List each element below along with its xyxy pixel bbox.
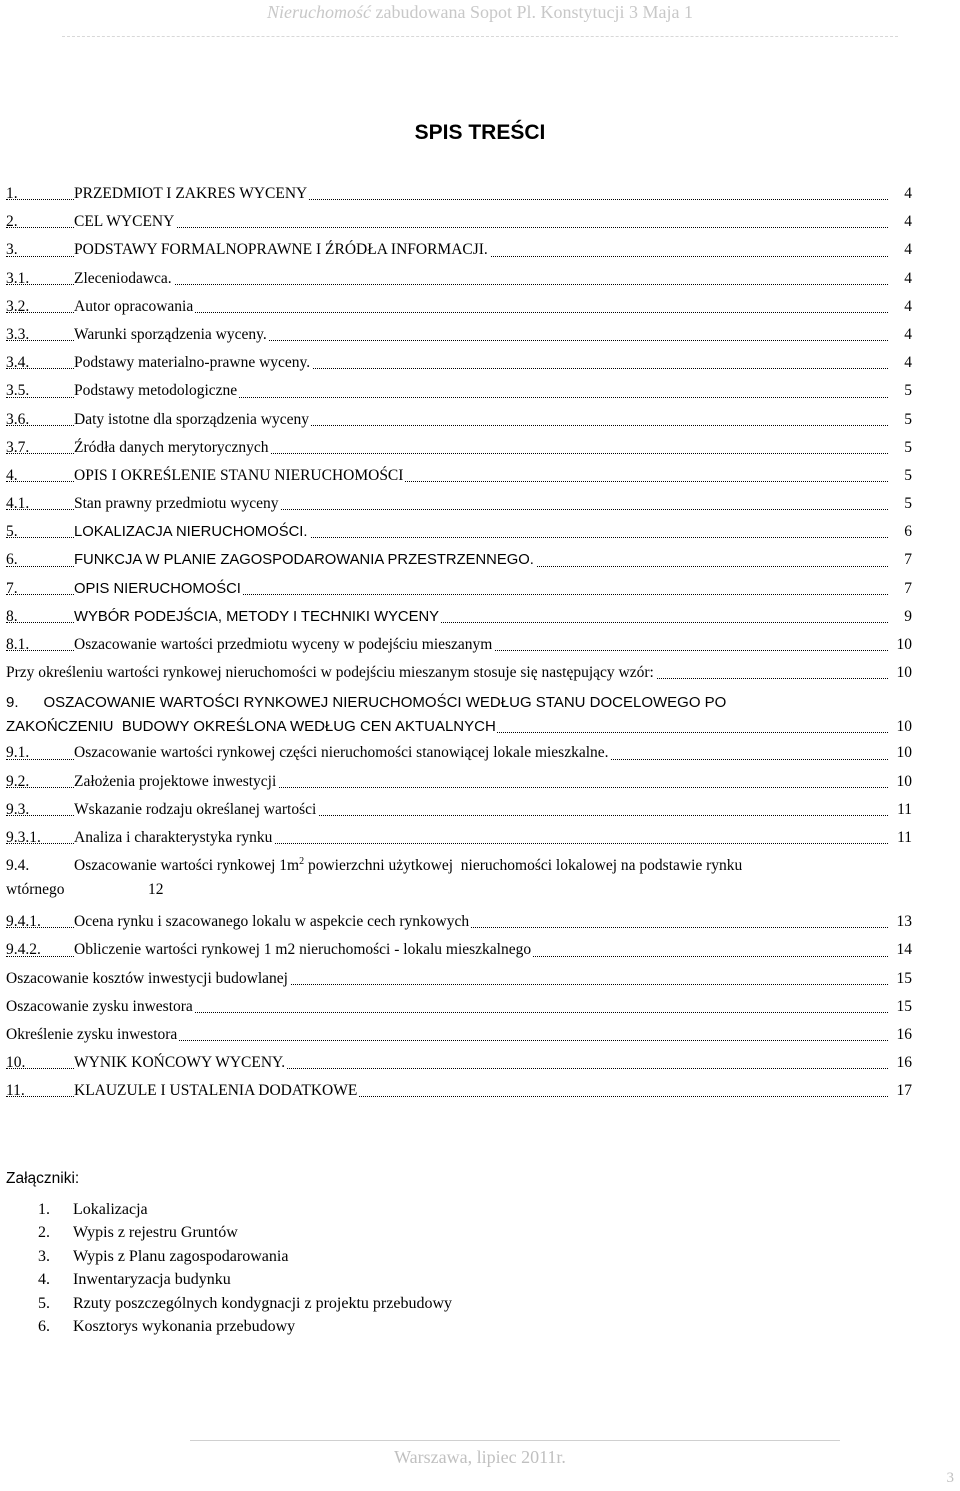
footer-city-date: Warszawa, lipiec 2011r. xyxy=(394,1447,566,1467)
toc-entry[interactable] xyxy=(6,546,912,574)
toc-entry-title: Wskazanie rodzaju określanej wartości xyxy=(74,796,318,824)
attachment-item xyxy=(38,1245,452,1268)
toc-entry-title: Określenie zysku inwestora xyxy=(6,1021,179,1049)
toc-entry[interactable] xyxy=(6,208,912,236)
toc-entry[interactable] xyxy=(6,852,912,908)
toc-entry-page: 5 xyxy=(903,406,912,434)
toc-entry[interactable] xyxy=(6,1021,912,1049)
toc-entry-title: Źródła danych merytorycznych xyxy=(74,434,271,462)
toc-entry-title: LOKALIZACJA NIERUCHOMOŚCI. xyxy=(74,518,310,546)
toc-entry-page: 15 xyxy=(896,993,913,1021)
attachment-item xyxy=(38,1221,452,1244)
toc-entry[interactable] xyxy=(6,462,912,490)
attachment-label: Wypis z Planu zagospodarowania xyxy=(73,1247,289,1265)
toc-entry-number: 9.4.2. xyxy=(6,941,41,959)
superscript: 2 xyxy=(299,856,305,868)
toc-entry-title: Analiza i charakterystyka rynku xyxy=(74,824,274,852)
toc-entry-number: 8.1. xyxy=(6,636,30,653)
toc-entry-title-part: Oszacowanie wartości rynkowej 1m xyxy=(74,857,300,875)
attachment-item xyxy=(38,1268,452,1291)
toc-entry[interactable] xyxy=(6,687,912,739)
toc-entry-title: PODSTAWY FORMALNOPRAWNE I ŹRÓDŁA INFORMACJI. xyxy=(74,236,490,264)
toc-entry[interactable] xyxy=(6,236,912,264)
toc-entry-number: 3.3. xyxy=(6,325,30,343)
toc-entry-number: 3.1. xyxy=(6,269,30,287)
attachment-number: 6. xyxy=(38,1318,50,1336)
toc-entry-title: Oszacowanie wartości przedmiotu wyceny w podejściu mieszanym xyxy=(74,631,494,659)
attachment-label: Kosztorys wykonania przebudowy xyxy=(73,1318,296,1336)
toc-entry-page: 16 xyxy=(896,1021,913,1049)
toc-entry-title: OPIS NIERUCHOMOŚCI xyxy=(74,575,243,603)
attachment-number: 5. xyxy=(38,1294,50,1312)
attachment-item xyxy=(38,1315,452,1338)
toc-entry[interactable] xyxy=(6,965,912,993)
attachment-label: Lokalizacja xyxy=(73,1201,148,1218)
toc-entry-title: Podstawy materialno-prawne wyceny. xyxy=(74,349,312,377)
toc-entry-number: 9.4. xyxy=(6,857,30,875)
toc-entry-page: 5 xyxy=(903,490,912,518)
toc-entry[interactable] xyxy=(6,406,912,434)
toc-entry[interactable] xyxy=(6,603,912,631)
toc-entry-number: 8. xyxy=(6,607,18,625)
toc-entry-page: 13 xyxy=(896,908,913,936)
toc-entry-number: 4.1. xyxy=(6,495,30,513)
toc-entry-title xyxy=(74,852,742,880)
attachment-item xyxy=(38,1292,452,1315)
toc-entry-page: 4 xyxy=(903,180,912,208)
attachment-number: 2. xyxy=(38,1224,50,1242)
toc-entry-title: Przy określeniu wartości rynkowej nieruchomości w podejściu mieszanym stosuje się następujący wzór: xyxy=(6,659,656,687)
toc-entry[interactable] xyxy=(6,631,912,659)
toc-entry-number: 1. xyxy=(6,185,18,202)
toc-entry[interactable] xyxy=(6,321,912,349)
toc-entry[interactable] xyxy=(6,575,912,603)
attachments-title: Załączniki: xyxy=(6,1170,80,1187)
footer-divider xyxy=(190,1440,840,1441)
toc-entry-page: 14 xyxy=(896,936,913,964)
toc-entry-page: 9 xyxy=(903,603,912,631)
attachment-number: 3. xyxy=(38,1247,50,1265)
running-header xyxy=(0,0,960,24)
toc-entry-page: 5 xyxy=(903,434,912,462)
toc-entry-number: 6. xyxy=(6,551,18,569)
toc-entry-title: WYNIK KOŃCOWY WYCENY. xyxy=(74,1049,287,1077)
toc-entry-page: 10 xyxy=(896,739,913,767)
toc-entry-page: 7 xyxy=(903,546,912,574)
toc-entry-number: 2. xyxy=(6,213,18,231)
toc-entry-title: FUNKCJA W PLANIE ZAGOSPODAROWANIA PRZESTRZENNEGO. xyxy=(74,546,536,574)
toc-entry-title: Oszacowanie wartości rynkowej części nieruchomości stanowiącej lokale mieszkalne. xyxy=(74,739,611,767)
toc-entry[interactable] xyxy=(6,293,912,321)
toc-entry-title: Założenia projektowe inwestycji xyxy=(74,768,278,796)
attachment-number: 1. xyxy=(38,1201,50,1218)
toc-entry-title: Zleceniodawca. xyxy=(74,265,174,293)
toc-entry[interactable] xyxy=(6,490,912,518)
toc-entry[interactable] xyxy=(6,434,912,462)
toc-entry-number: 9.1. xyxy=(6,744,30,762)
toc-entry-page: 4 xyxy=(903,236,912,264)
toc-entry[interactable] xyxy=(6,265,912,293)
toc-entry-page: 4 xyxy=(903,208,912,236)
page-title: SPIS TREŚCI xyxy=(414,121,546,144)
toc-entry[interactable] xyxy=(6,993,912,1021)
toc-entry-page: 4 xyxy=(903,349,912,377)
toc-entry[interactable] xyxy=(6,659,912,687)
toc-entry-page: 17 xyxy=(896,1077,913,1105)
toc-entry-title: Oszacowanie zysku inwestora xyxy=(6,993,195,1021)
toc-entry[interactable] xyxy=(6,908,912,936)
header-divider xyxy=(62,36,898,37)
toc-entry[interactable] xyxy=(6,739,912,767)
attachment-item xyxy=(38,1198,452,1221)
toc-entry-page: 10 xyxy=(896,631,913,659)
toc-entry-title: KLAUZULE I USTALENIA DODATKOWE xyxy=(74,1077,359,1105)
toc-entry-title: Stan prawny przedmiotu wyceny xyxy=(74,490,280,518)
toc-entry[interactable] xyxy=(6,1049,912,1077)
attachment-label: Inwentaryzacja budynku xyxy=(73,1271,231,1289)
toc-entry-number: 3. xyxy=(6,241,18,259)
toc-entry-title: 9. OSZACOWANIE WARTOŚCI RYNKOWEJ NIERUCHOMOŚCI WEDŁUG STANU DOCELOWEGO PO xyxy=(6,694,727,712)
toc-entry-number: 4. xyxy=(6,466,18,484)
toc-entry[interactable] xyxy=(6,518,912,546)
toc-entry-page: 5 xyxy=(903,462,912,490)
toc-entry-number: 3.4. xyxy=(6,354,30,372)
toc-entry-page: 4 xyxy=(903,321,912,349)
toc-entry-page: 16 xyxy=(896,1049,913,1077)
toc-entry-page: 4 xyxy=(903,265,912,293)
toc-entry-number: 3.6. xyxy=(6,410,30,428)
toc-entry-number: 5. xyxy=(6,523,18,541)
toc-entry-page: 7 xyxy=(903,575,912,603)
toc-entry[interactable] xyxy=(6,824,912,852)
toc-entry-title: OPIS I OKREŚLENIE STANU NIERUCHOMOŚCI xyxy=(74,462,405,490)
toc-entry-number: 9.4.1. xyxy=(6,913,41,931)
footer-page-number: 3 xyxy=(946,1470,954,1486)
toc-entry-page: 10 xyxy=(896,715,913,739)
toc-entry-number: 9.3.1. xyxy=(6,828,41,846)
toc-entry-title: WYBÓR PODEJŚCIA, METODY I TECHNIKI WYCENY xyxy=(74,603,441,631)
toc-entry-title: Daty istotne dla sporządzenia wyceny xyxy=(74,406,311,434)
toc-entry-number: 9.2. xyxy=(6,772,30,790)
toc-entry-number: 7. xyxy=(6,579,18,597)
table-of-contents xyxy=(6,180,912,1105)
toc-entry-title-part: powierzchni użytkowej nieruchomości lokalowej na podstawie rynku xyxy=(304,857,743,875)
toc-entry[interactable] xyxy=(6,936,912,964)
toc-entry-number: 3.7. xyxy=(6,438,30,456)
toc-entry-page: 15 xyxy=(896,965,913,993)
toc-entry-title: CEL WYCENY xyxy=(74,208,176,236)
toc-entry-page: 11 xyxy=(896,824,912,852)
toc-entry-title: Autor opracowania xyxy=(74,293,195,321)
toc-entry[interactable] xyxy=(6,377,912,405)
toc-entry-title: PRZEDMIOT I ZAKRES WYCENY xyxy=(74,180,309,208)
toc-entry-page: 6 xyxy=(903,518,912,546)
toc-entry-page: 10 xyxy=(896,659,913,687)
toc-entry-number: 11. xyxy=(6,1082,25,1100)
toc-entry-title: Obliczenie wartości rynkowej 1 m2 nieruchomości - lokalu mieszkalnego xyxy=(74,936,533,964)
attachments-list xyxy=(38,1198,452,1338)
toc-entry[interactable] xyxy=(6,349,912,377)
toc-entry-number: 9.3. xyxy=(6,800,30,818)
toc-entry-title-cont: wtórnego xyxy=(6,881,65,899)
toc-entry-title: Podstawy metodologiczne xyxy=(74,377,239,405)
attachment-label: Wypis z rejestru Gruntów xyxy=(73,1224,238,1242)
toc-entry-title: Oszacowanie kosztów inwestycji budowlanej xyxy=(6,965,290,993)
toc-entry-title-cont: ZAKOŃCZENIU BUDOWY OKREŚLONA WEDŁUG CEN AKTUALNYCH xyxy=(6,718,496,736)
toc-entry-number: 10. xyxy=(6,1054,26,1072)
toc-entry-title: Ocena rynku i szacowanego lokalu w aspekcie cech rynkowych xyxy=(74,908,471,936)
toc-entry[interactable] xyxy=(6,768,912,796)
toc-entry[interactable] xyxy=(6,1077,912,1105)
toc-entry-page: 5 xyxy=(903,377,912,405)
toc-entry-title: Warunki sporządzenia wyceny. xyxy=(74,321,269,349)
toc-entry-number: 3.2. xyxy=(6,297,30,315)
attachment-label: Rzuty poszczególnych kondygnacji z projektu przebudowy xyxy=(73,1294,452,1312)
toc-entry-page: 10 xyxy=(896,768,913,796)
toc-entry-page: 4 xyxy=(903,293,912,321)
toc-entry-page: 11 xyxy=(896,796,912,824)
attachment-number: 4. xyxy=(38,1271,50,1289)
toc-entry-number: 3.5. xyxy=(6,382,30,400)
toc-entry[interactable] xyxy=(6,180,912,208)
header-text: zabudowana Sopot Pl. Konstytucji 3 Maja 1 xyxy=(371,2,693,22)
toc-entry[interactable] xyxy=(6,796,912,824)
toc-entry-page: 12 xyxy=(148,881,164,899)
header-italic: Nieruchomość xyxy=(267,2,371,22)
